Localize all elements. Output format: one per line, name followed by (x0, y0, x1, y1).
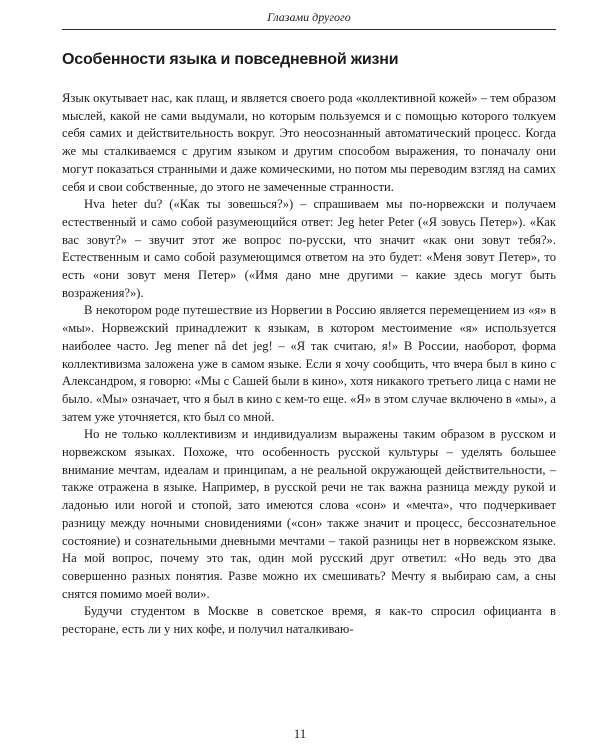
body-text (62, 90, 556, 639)
section-title: Особенности языка и повседневной жизни (62, 51, 399, 68)
paragraph: Будучи студентом в Москве в советское время, я как-то спросил официанта в ресторане, есть ли у них кофе, и получил наталкиваю- (62, 604, 556, 637)
running-head: Глазами другого (62, 10, 556, 30)
page-number: 11 (293, 726, 307, 741)
paragraph: Hva heter du? («Как ты зовешься?») – спрашиваем мы по-норвежски и получаем естественный и само собой разумеющийся ответ: Jeg heter Peter («Я зовусь Петер»). «Как вас зовут?» – звучит этот же вопрос по-русски, что значит «как они зовут тебя?». Естественным и само собой разумеющимся ответом на это будет: «Меня зовут Петер», то есть «они зовут меня Петер» («Имя дано мне другими – какие здесь могут быть возражения?»). (62, 197, 556, 300)
paragraph: Язык окутывает нас, как плащ, и является своего рода «коллективной кожей» – тем образом мыслей, какой не сами выдумали, но которым пользуемся и с помощью которого толкуем себя самих и действительность вокруг. Это неосознанный автоматический процесс. Когда же мы сталкиваемся с другим языком и другим способом выражения, то поначалу они могут показаться странными и даже комическими, но потом мы переводим взгляд на самих себя и свои собственные, до этого не замеченные странности. (62, 91, 556, 194)
paragraph: В некотором роде путешествие из Норвегии в Россию является перемещением из «я» в «мы». Норвежский принадлежит к языкам, в котором местоимение «я» используется наиболее часто. Jeg mener nå det jeg! – «Я так считаю, я!» В России, наоборот, форма коллективизма заложена уже в самом языке. Если я хочу сообщить, что вчера был в кино с Александром, я говорю: «Мы с Сашей были в кино», хотя никакого третьего лица с нами не было. «Мы» означает, что я был в кино с кем-то еще. «Я» в этом случае включено в «мы», а затем уже уточняется, кто был со мной. (62, 303, 556, 424)
paragraph: Но не только коллективизм и индивидуализм выражены таким образом в русском и норвежском языках. Похоже, что особенность русской культуры – уделять большее внимание мечтам, идеалам и принципам, а не реальной окружающей действительности, – также отражена в языке. Например, в русской речи не так важна разница между рукой и ладонью или ногой и стопой, зато имеются слова «сон» и «мечта», что подчеркивает разницу между ночными сновидениями («сон» также значит и процесс, бессознательное состояние) и сознательными дневными мечтами – такой разницы нет в норвежском языке. На мой вопрос, почему это так, один мой русский друг ответил: «Но ведь это два совершенно разных понятия. Разве можно их смешивать? Мечту я выбираю сам, а сны снятся помимо моей воли». (62, 427, 556, 601)
